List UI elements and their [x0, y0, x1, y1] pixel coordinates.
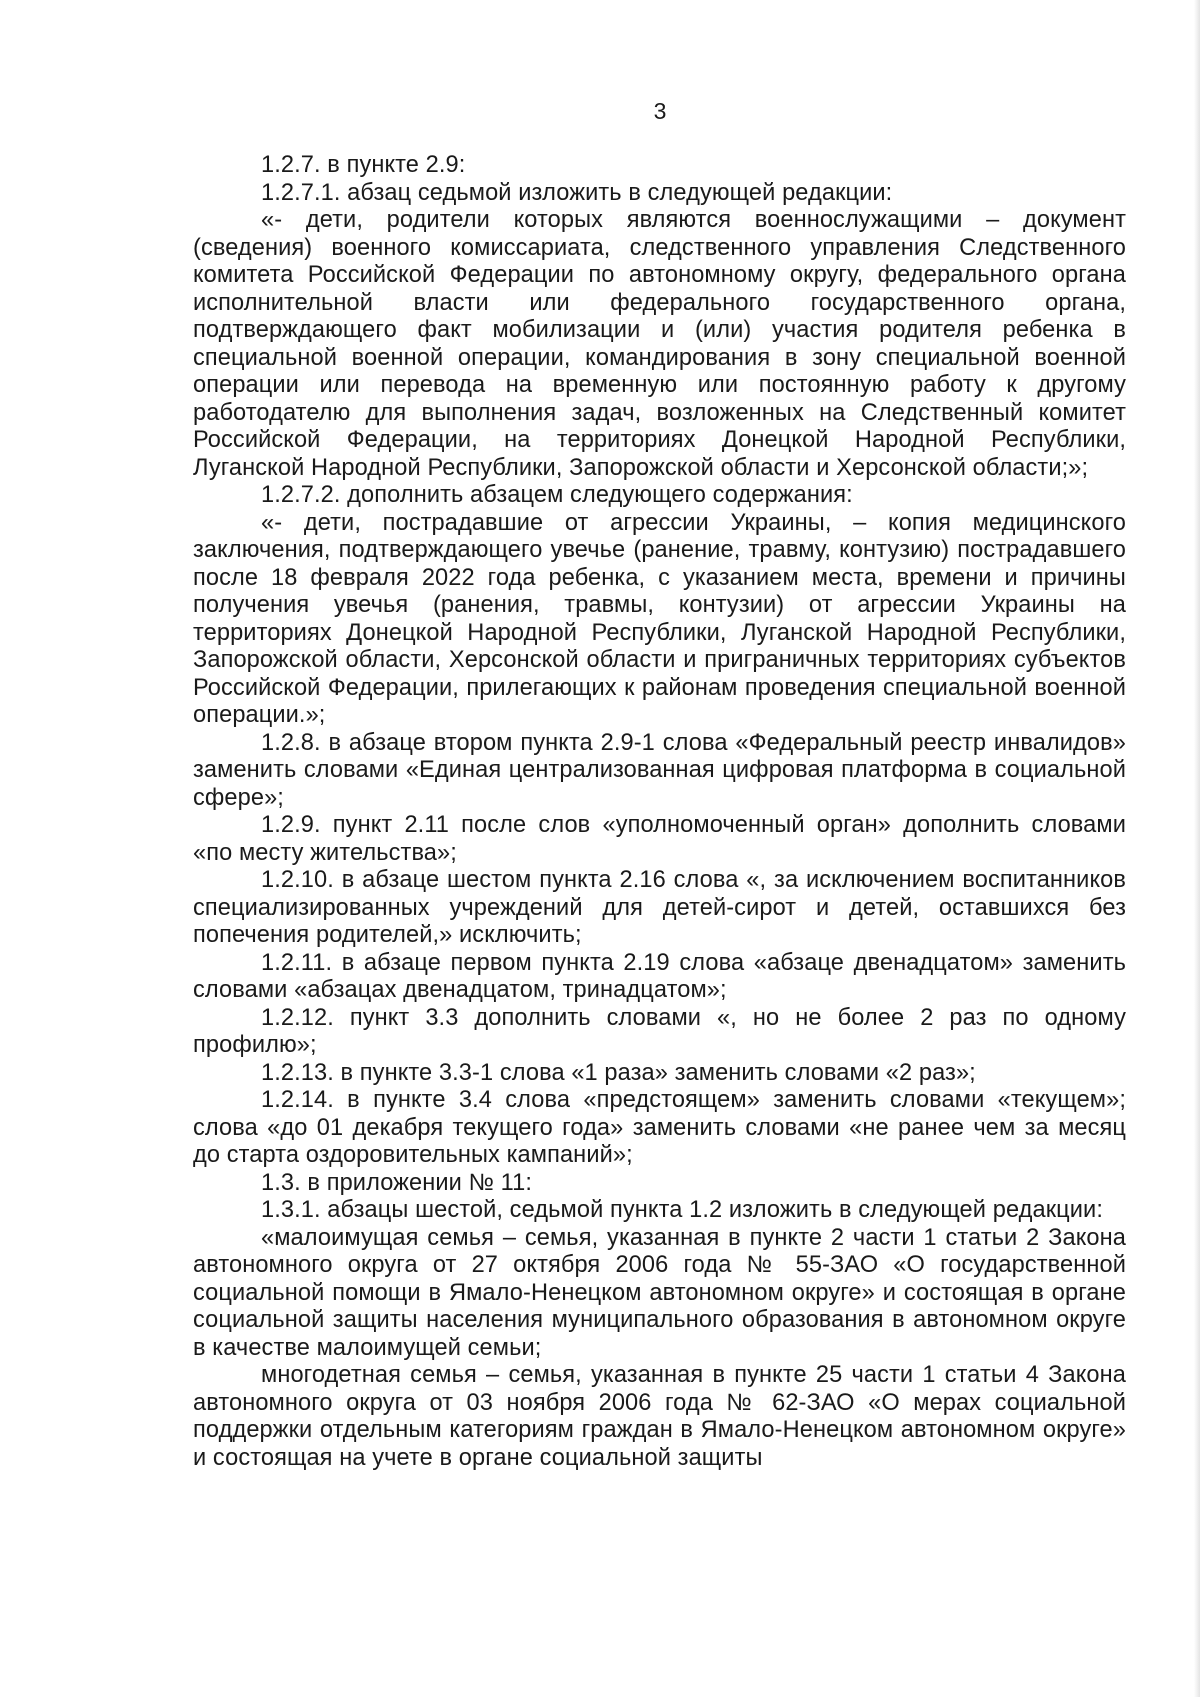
document-body — [193, 152, 1126, 1472]
paragraph-1-2-7-1: 1.2.7.1. абзац седьмой изложить в следующей редакции: — [261, 179, 893, 206]
paragraph-large-family: многодетная семья – семья, указанная в пункте 25 части 1 статьи 4 Закона автономного округа от 03 ноября 2006 года № 62-ЗАО «О мерах социальной поддержки отдельным категориям граждан в Ямало-Ненецком автономном округе» и состоящая на учете в органе социальной защиты — [193, 1362, 1126, 1471]
paragraph-quote-affected-children: «- дети, пострадавшие от агрессии Украины, – копия медицинского заключения, подтверждающего увечье (ранение, травму, контузию) пострадавшего после 18 февраля 2022 года ребенка, с указанием места, времени и причины получения увечья (ранения, травмы, контузии) от агрессии Украины на территориях Донецкой Народной Республики, Луганской Народной Республики, Запорожской области, Херсонской области и приграничных территориях субъектов Российской Федерации, прилегающих к районам проведения специальной военной операции.»; — [193, 509, 1126, 728]
paragraph-1-2-7: 1.2.7. в пункте 2.9: — [261, 152, 466, 178]
paragraph-1-3: 1.3. в приложении № 11: — [261, 1169, 533, 1196]
paragraph-1-3-1: 1.3.1. абзацы шестой, седьмой пункта 1.2 изложить в следующей редакции: — [261, 1197, 1103, 1223]
paragraph-1-2-10: 1.2.10. в абзаце шестом пункта 2.16 слова «, за исключением воспитанников специализированных учреждений для детей-сирот и детей, оставшихся без попечения родителей,» исключить; — [193, 867, 1126, 948]
page-edge-shadow — [1194, 0, 1200, 1697]
paragraph-1-2-11: 1.2.11. в абзаце первом пункта 2.19 слова «абзаце двенадцатом» заменить словами «абзацах двенадцатом, тринадцатом»; — [193, 949, 1126, 1003]
paragraph-1-2-9: 1.2.9. пункт 2.11 после слов «уполномоченный орган» дополнить словами «по месту жительства»; — [193, 812, 1126, 866]
page-number: 3 — [653, 98, 667, 124]
paragraph-quote-military-children: «- дети, родители которых являются военнослужащими – документ (сведения) военного комиссариата, следственного управления Следственного комитета Российской Федерации по автономному округу, федерального органа исполнительной власти или федерального государственного органа, подтверждающего факт мобилизации и (или) участия родителя ребенка в специальной военной операции, командирования в зону специальной военной операции или перевода на временную или постоянную работу к другому работодателю для выполнения задач, возложенных на Следственный комитет Российской Федерации, на территориях Донецкой Народной Республики, Луганской Народной Республики, Запорожской области и Херсонской области;»; — [193, 207, 1126, 481]
paragraph-1-2-12: 1.2.12. пункт 3.3 дополнить словами «, но не более 2 раз по одному профилю»; — [193, 1004, 1126, 1058]
paragraph-1-2-13: 1.2.13. в пункте 3.3-1 слова «1 раза» заменить словами «2 раз»; — [261, 1059, 976, 1086]
paragraph-1-2-14: 1.2.14. в пункте 3.4 слова «предстоящем» заменить словами «текущем»; слова «до 01 декабря текущего года» заменить словами «не ранее чем за месяц до старта оздоровительных кампаний»; — [193, 1087, 1126, 1168]
paragraph-1-2-8: 1.2.8. в абзаце втором пункта 2.9-1 слова «Федеральный реестр инвалидов» заменить словами «Единая централизованная цифровая платформа в социальной сфере»; — [193, 729, 1126, 811]
paragraph-low-income-family: «малоимущая семья – семья, указанная в пункте 2 части 1 статьи 2 Закона автономного округа от 27 октября 2006 года № 55-ЗАО «О государственной социальной помощи в Ямало-Ненецком автономном округе» и состоящая в органе социальной защиты населения муниципального образования в автономном округе в качестве малоимущей семьи; — [193, 1224, 1126, 1361]
paragraph-1-2-7-2: 1.2.7.2. дополнить абзацем следующего содержания: — [261, 482, 853, 508]
